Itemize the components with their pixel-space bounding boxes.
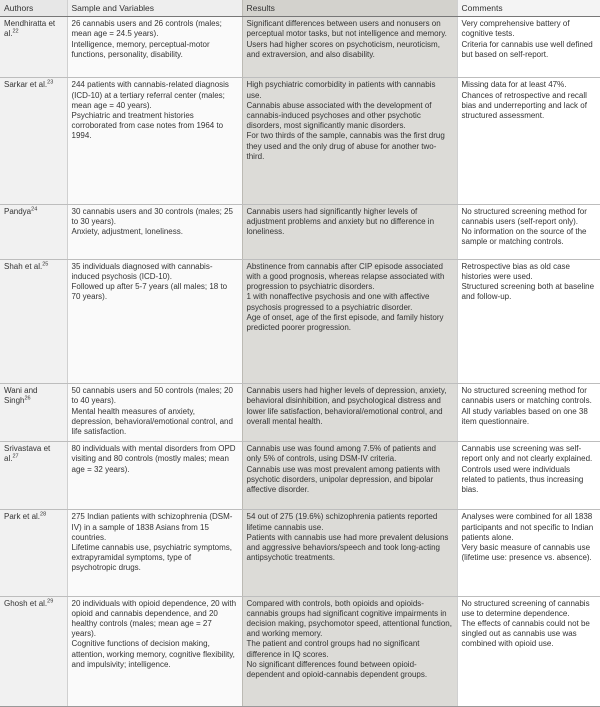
comments-cell xyxy=(457,384,600,442)
citation-ref: 27 xyxy=(12,453,19,460)
comments-line: No structured screening of cannabis use to determine dependence. xyxy=(461,598,590,618)
comments-line: Chances of retrospective and recall bias and underreporting and lack of structured assessment. xyxy=(461,90,587,120)
comments-cell xyxy=(457,259,600,383)
citation-ref: 28 xyxy=(40,511,47,518)
results-line: For two thirds of the sample, cannabis was the first drug they used and the only drug of abuse for another two-third. xyxy=(246,131,445,161)
comments-line: No structured screening method for cannabis users or matching controls. xyxy=(461,386,592,406)
header-sample: Sample and Variables xyxy=(67,0,242,17)
sample-line: Mental health measures of anxiety, depression, behavioral/emotional control, and life satisfaction. xyxy=(71,406,233,436)
results-line: The patient and control groups had no significant difference in IQ scores. xyxy=(246,639,420,659)
results-line: 54 out of 275 (19.6%) schizophrenia patients reported lifetime cannabis use. xyxy=(246,512,438,532)
citation-ref: 22 xyxy=(12,28,19,35)
author-cell xyxy=(0,78,67,204)
comments-line: Controls used were individuals related to patients, thus increasing bias. xyxy=(461,464,584,495)
header-row xyxy=(0,0,600,17)
table-row xyxy=(0,259,600,383)
comments-line: No information on the source of the sample or matching controls. xyxy=(461,227,587,247)
sample-cell xyxy=(67,78,242,204)
comments-line: Criteria for cannabis use well defined but based on self-report. xyxy=(461,39,593,59)
comments-line: Very comprehensive battery of cognitive tests. xyxy=(461,19,570,39)
comments-line: Very basic measure of cannabis use (lifetime use: presence vs. absence). xyxy=(461,543,592,563)
comments-line: All study variables based on one 38 item questionnaire. xyxy=(461,406,588,426)
sample-line: Lifetime cannabis use, psychiatric symptoms, extrapyramidal symptoms, type of psychotropic drugs. xyxy=(71,543,233,573)
results-line: 1 with nonaffective psychosis and one with affective psychosis progressed to a psychiatric disorder. xyxy=(246,292,430,312)
table-row xyxy=(0,78,600,204)
results-cell xyxy=(242,78,457,204)
comments-line: The effects of cannabis could not be singled out as cannabis use was combined with opioid use. xyxy=(461,619,590,649)
sample-cell xyxy=(67,204,242,259)
results-line: Patients with cannabis use had more prevalent delusions and aggressive behaviors/speech and took long-acting antipsychotic treatments. xyxy=(246,532,449,563)
header-comments: Comments xyxy=(457,0,600,17)
citation-ref: 26 xyxy=(24,395,31,402)
citation-ref: 23 xyxy=(47,79,54,86)
sample-line: Intelligence, memory, perceptual-motor functions, personality, disability. xyxy=(71,39,210,59)
author-name: Mendhiratta et al. xyxy=(4,19,56,39)
sample-line: Cognitive functions of decision making, attention, working memory, cognitive flexibility, and impulsivity; intelligence. xyxy=(71,639,235,669)
author-cell xyxy=(0,384,67,442)
results-cell xyxy=(242,259,457,383)
results-cell xyxy=(242,596,457,706)
results-line: Cannabis use was found among 7.5% of patients and only 5% of controls, using DSM-IV criteria. xyxy=(246,444,436,464)
results-line: High psychiatric comorbidity in patients with cannabis use. xyxy=(246,80,436,100)
table-row xyxy=(0,204,600,259)
comments-cell xyxy=(457,596,600,706)
sample-cell xyxy=(67,17,242,78)
table-row xyxy=(0,442,600,510)
comments-line: Missing data for at least 47%. xyxy=(461,80,567,90)
results-line: Age of onset, age of the first episode, and family history predicted poorer progression. xyxy=(246,312,444,333)
results-line: Compared with controls, both opioids and opioids-cannabis groups had significant cognitive impairments in decision making, psychomotor speed, attentional function, and working memory. xyxy=(246,598,452,639)
table-row xyxy=(0,384,600,442)
author-cell xyxy=(0,17,67,78)
sample-line: Anxiety, adjustment, loneliness. xyxy=(71,227,183,237)
results-line: Cannabis use was most prevalent among patients with psychotic disorders, unipolar depression, and bipolar affective disorder. xyxy=(246,464,440,495)
comments-line: Cannabis use screening was self-report only and not clearly explained. xyxy=(461,444,593,464)
author-name: Park et al. xyxy=(4,512,41,522)
author-name: Sarkar et al. xyxy=(4,80,48,90)
author-name: Srivastava et al. xyxy=(4,444,51,464)
author-cell xyxy=(0,204,67,259)
sample-line: Psychiatric and treatment histories corroborated from case notes from 1964 to 1994. xyxy=(71,110,224,141)
sample-line: 80 individuals with mental disorders from OPD visiting and 80 controls (mostly males; mean age = 32 years). xyxy=(71,444,236,474)
table-row xyxy=(0,596,600,706)
sample-line: 30 cannabis users and 30 controls (males; 25 to 30 years). xyxy=(71,206,233,226)
author-name: Wani and Singh xyxy=(4,386,38,406)
sample-line: 244 patients with cannabis-related diagnosis (ICD-10) at a tertiary referral center (males; mean age = 40 years). xyxy=(71,80,229,110)
comments-line: Structured screening both at baseline and follow-up. xyxy=(461,282,595,302)
header-authors: Authors xyxy=(0,0,67,17)
results-line: Cannabis abuse associated with the development of cannabis-induced psychoses and other psychotic disorders, most significantly manic disorders. xyxy=(246,100,432,131)
citation-ref: 29 xyxy=(47,598,54,605)
citation-ref: 25 xyxy=(42,261,49,268)
author-cell xyxy=(0,510,67,596)
results-line: No significant differences found between opioid-dependent and opioid-cannabis dependent groups. xyxy=(246,659,428,680)
comments-cell xyxy=(457,204,600,259)
results-line: Significant differences between users and nonusers on perceptual motor tasks, but not intelligence and memory. xyxy=(246,19,447,39)
sample-line: 35 individuals diagnosed with cannabis-induced psychosis (ICD-10). xyxy=(71,261,213,282)
header-results: Results xyxy=(242,0,457,17)
author-name: Ghosh et al. xyxy=(4,598,48,608)
comments-cell xyxy=(457,78,600,204)
author-cell xyxy=(0,596,67,706)
comments-cell xyxy=(457,510,600,596)
results-cell xyxy=(242,17,457,78)
author-name: Pandya xyxy=(4,206,32,216)
sample-cell xyxy=(67,442,242,510)
sample-line: 50 cannabis users and 50 controls (males; 20 to 40 years). xyxy=(71,386,233,406)
table-row xyxy=(0,510,600,596)
comments-line: No structured screening method for cannabis users (self-report only). xyxy=(461,206,587,226)
results-cell xyxy=(242,204,457,259)
sample-line: 20 individuals with opioid dependence, 20 with opioid and cannabis dependence, and 20 healthy controls (males; mean age = 27 years). xyxy=(71,598,237,639)
results-cell xyxy=(242,442,457,510)
author-name: Shah et al. xyxy=(4,261,43,271)
sample-line: 26 cannabis users and 26 controls (males; mean age = 24.5 years). xyxy=(71,19,222,39)
table-row xyxy=(0,17,600,78)
sample-line: Followed up after 5-7 years (all males; 18 to 70 years). xyxy=(71,282,228,302)
author-cell xyxy=(0,442,67,510)
citation-ref: 24 xyxy=(31,206,38,213)
sample-cell xyxy=(67,384,242,442)
results-line: Cannabis users had higher levels of depression, anxiety, behavioral disinhibition, and psychological distress and lower life satisfaction, behavioral/emotional control, and overall mental health. xyxy=(246,386,447,426)
sample-cell xyxy=(67,510,242,596)
results-cell xyxy=(242,384,457,442)
sample-cell xyxy=(67,596,242,706)
sample-cell xyxy=(67,259,242,383)
comments-cell xyxy=(457,17,600,78)
author-cell xyxy=(0,259,67,383)
comments-line: Retrospective bias as old case histories were used. xyxy=(461,261,570,282)
results-cell xyxy=(242,510,457,596)
results-line: Users had higher scores on psychoticism, neuroticism, and extraversion, and also disability. xyxy=(246,39,440,59)
results-line: Cannabis users had significantly higher levels of adjustment problems and anxiety but no difference in loneliness. xyxy=(246,206,435,237)
comments-line: Analyses were combined for all 1838 participants and not specific to Indian patients alone. xyxy=(461,512,594,542)
results-line: Abstinence from cannabis after CIP episode associated with a good prognosis, whereas relapse associated with progression to psychiatric disorders. xyxy=(246,261,445,292)
comments-cell xyxy=(457,442,600,510)
sample-line: 275 Indian patients with schizophrenia (DSM-IV) in a sample of 1838 Asians from 15 countries. xyxy=(71,512,233,542)
